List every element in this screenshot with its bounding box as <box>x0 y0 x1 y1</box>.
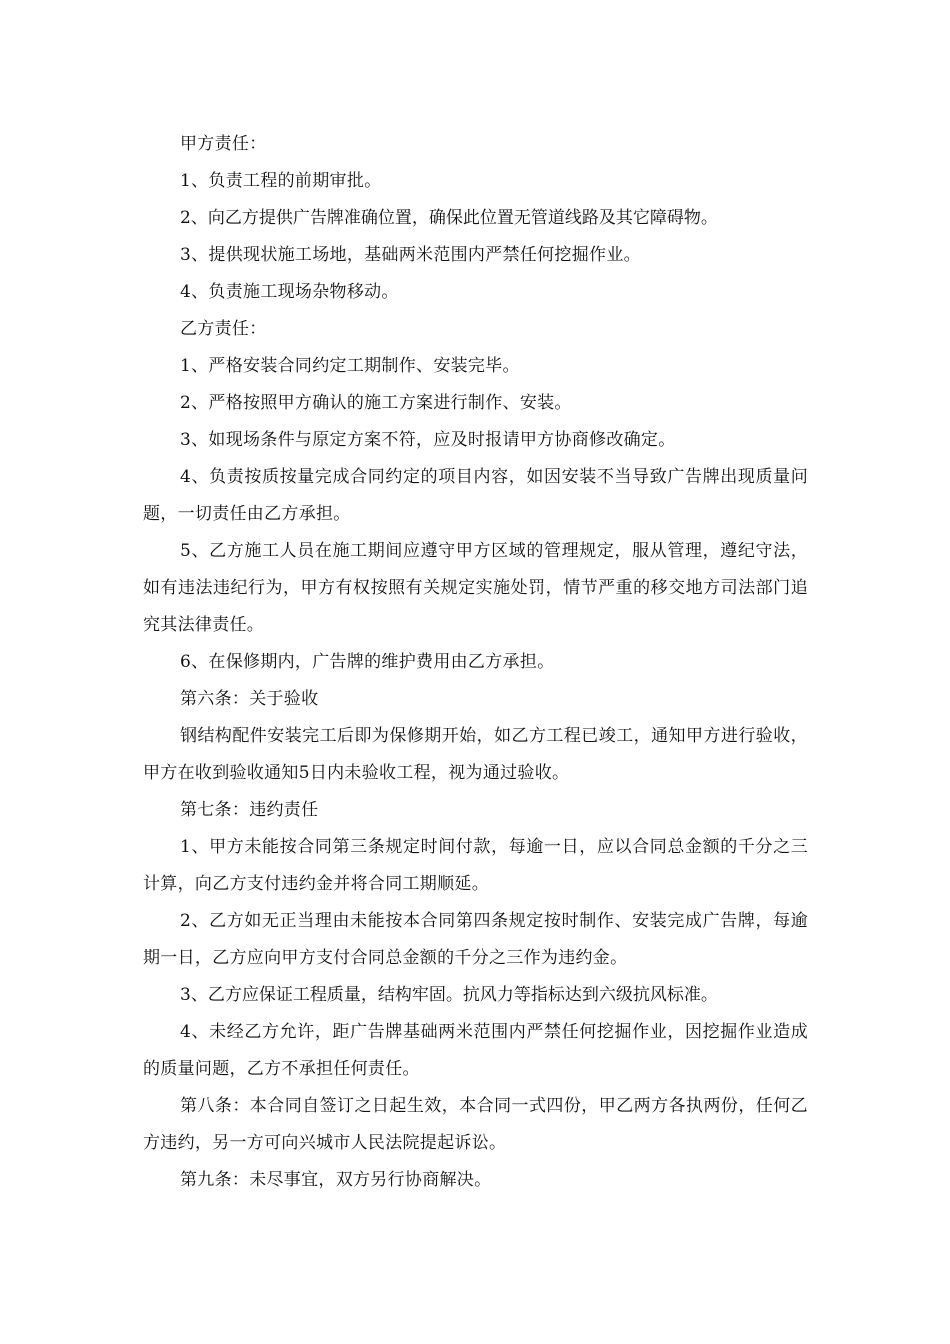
party-a-item-4: 4、负责施工现场杂物移动。 <box>180 282 399 302</box>
article-7-item-3: 3、乙方应保证工程质量，结构牢固。抗风力等指标达到六级抗风标准。 <box>180 985 718 1005</box>
party-a-item-2: 2、向乙方提供广告牌准确位置，确保此位置无管道线路及其它障碍物。 <box>180 208 718 228</box>
article-8-text: 第八条：本合同自签订之日起生效，本合同一式四份，甲乙两方各执两份，任何乙方违约，另一方可向兴城市人民法院提起诉讼。 <box>143 1096 808 1153</box>
heading-party-a-duties: 甲方责任： <box>180 134 267 154</box>
party-b-item-4: 4、负责按质按量完成合同约定的项目内容，如因安装不当导致广告牌出现质量问题，一切责任由乙方承担。 <box>143 467 808 524</box>
heading-party-b-duties: 乙方责任： <box>180 319 267 339</box>
article-6-heading: 第六条：关于验收 <box>180 689 319 709</box>
article-7-item-4: 4、未经乙方允许，距广告牌基础两米范围内严禁任何挖掘作业，因挖掘作业造成的质量问题，乙方不承担任何责任。 <box>143 1022 808 1079</box>
article-7-item-1: 1、甲方未能按合同第三条规定时间付款，每逾一日，应以合同总金额的千分之三计算，向乙方支付违约金并将合同工期顺延。 <box>143 837 808 894</box>
article-7-item-2: 2、乙方如无正当理由未能按本合同第四条规定按时制作、安装完成广告牌，每逾期一日，乙方应向甲方支付合同总金额的千分之三作为违约金。 <box>143 911 808 968</box>
article-7-heading: 第七条：违约责任 <box>180 800 319 820</box>
party-a-item-3: 3、提供现状施工场地，基础两米范围内严禁任何挖掘作业。 <box>180 245 641 265</box>
article-9-text: 第九条：未尽事宜，双方另行协商解决。 <box>180 1170 492 1190</box>
party-b-item-5: 5、乙方施工人员在施工期间应遵守甲方区域的管理规定，服从管理，遵纪守法，如有违法违纪行为，甲方有权按照有关规定实施处罚，情节严重的移交地方司法部门追究其法律责任。 <box>143 541 808 635</box>
party-b-item-6: 6、在保修期内，广告牌的维护费用由乙方承担。 <box>180 652 555 672</box>
party-b-item-2: 2、严格按照甲方确认的施工方案进行制作、安装。 <box>180 393 572 413</box>
article-6-text: 钢结构配件安装完工后即为保修期开始，如乙方工程已竣工，通知甲方进行验收，甲方在收到验收通知5日内未验收工程，视为通过验收。 <box>143 726 808 783</box>
document-body <box>143 126 808 1199</box>
party-a-item-1: 1、负责工程的前期审批。 <box>180 171 382 191</box>
party-b-item-3: 3、如现场条件与原定方案不符，应及时报请甲方协商修改确定。 <box>180 430 676 450</box>
party-b-item-1: 1、严格安装合同约定工期制作、安装完毕。 <box>180 356 520 376</box>
